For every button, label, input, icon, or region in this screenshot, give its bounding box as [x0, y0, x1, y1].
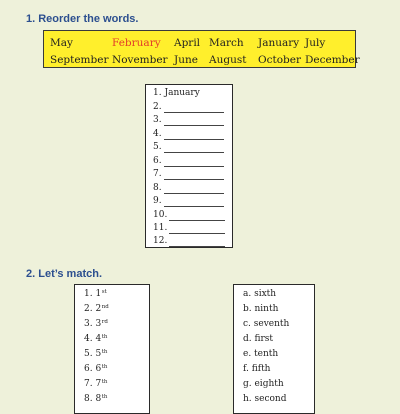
word-item-g[interactable]: g. eighth [243, 379, 284, 389]
word-may: May [50, 37, 73, 49]
ordinal-base: 2 [95, 304, 102, 314]
order-number: 5. [153, 142, 162, 152]
item-number: 7. [84, 379, 93, 389]
word-march: March [209, 37, 244, 49]
ordinal-base: 6 [95, 364, 102, 374]
answer-blank[interactable] [164, 117, 224, 126]
answer-blank[interactable] [164, 198, 224, 207]
order-row-11 [153, 222, 225, 234]
ordinal-item-4[interactable] [84, 333, 107, 346]
ordinal-item-5[interactable] [84, 348, 107, 361]
ordinal-item-6[interactable] [84, 363, 107, 376]
order-number: 10. [153, 209, 168, 220]
ordinal-base: 7 [95, 379, 102, 389]
item-number: 1. [84, 289, 93, 299]
ordinal-suffix: rd [101, 319, 108, 325]
answer-blank[interactable] [164, 144, 224, 153]
answer-blank[interactable] [164, 158, 224, 167]
order-row-4 [153, 128, 224, 140]
item-number: 3. [84, 319, 93, 329]
section1-title: 1. Reorder the words. [26, 13, 139, 25]
order-row-12 [153, 235, 225, 247]
ordinal-numbers-box [74, 284, 150, 414]
ordinal-item-3[interactable] [84, 318, 108, 331]
word-december: December [305, 54, 360, 66]
order-row-1 [153, 87, 200, 99]
order-number: 2. [153, 101, 162, 112]
ordinal-suffix: th [101, 334, 108, 340]
ordinal-item-7[interactable] [84, 378, 107, 391]
order-number: 6. [153, 155, 162, 166]
answer-blank[interactable] [169, 212, 225, 221]
order-number: 3. [153, 115, 162, 125]
word-june: June [174, 54, 198, 66]
word-september: September [50, 54, 109, 66]
order-row-5 [153, 141, 224, 153]
order-answer: January [164, 88, 200, 98]
order-answer-box [145, 84, 233, 248]
item-number: 2. [84, 304, 93, 314]
word-august: August [209, 54, 247, 66]
word-item-f[interactable]: f. fifth [243, 364, 271, 374]
item-number: 6. [84, 364, 93, 374]
order-number: 4. [153, 128, 162, 139]
answer-blank[interactable] [169, 238, 225, 247]
ordinal-item-1[interactable] [84, 288, 107, 301]
order-row-6 [153, 155, 224, 167]
order-number: 1. [153, 88, 162, 98]
word-item-c[interactable]: c. seventh [243, 319, 290, 329]
ordinal-suffix: th [101, 394, 108, 400]
item-number: 8. [84, 394, 93, 404]
order-row-7 [153, 168, 224, 180]
ordinal-base: 1 [95, 289, 102, 299]
word-july: July [305, 37, 326, 49]
ordinal-suffix: th [101, 364, 108, 370]
word-november: November [112, 54, 168, 66]
order-number: 11. [153, 223, 168, 233]
ordinal-base: 8 [95, 394, 102, 404]
ordinal-suffix: th [101, 349, 108, 355]
answer-blank[interactable] [169, 225, 225, 234]
ordinal-item-2[interactable] [84, 303, 109, 316]
section2-title: 2. Let’s match. [26, 268, 103, 280]
order-row-10 [153, 209, 225, 221]
ordinal-base: 3 [95, 319, 102, 329]
word-item-e[interactable]: e. tenth [243, 349, 279, 359]
order-row-2 [153, 101, 224, 113]
answer-blank[interactable] [164, 171, 224, 180]
order-row-8 [153, 182, 224, 194]
word-item-a[interactable]: a. sixth [243, 289, 277, 299]
item-number: 4. [84, 334, 93, 344]
word-january: January [258, 37, 300, 49]
ordinal-suffix: st [101, 289, 107, 295]
word-item-b[interactable]: b. ninth [243, 304, 279, 314]
order-number: 9. [153, 196, 162, 206]
ordinal-suffix: th [101, 379, 108, 385]
word-item-h[interactable]: h. second [243, 394, 287, 404]
ordinal-suffix: nd [101, 304, 109, 310]
answer-blank[interactable] [164, 185, 224, 194]
order-row-3 [153, 114, 224, 126]
word-april: April [174, 37, 201, 49]
ordinal-base: 4 [95, 334, 102, 344]
word-item-d[interactable]: d. first [243, 334, 274, 344]
order-number: 8. [153, 182, 162, 193]
ordinal-words-box [233, 284, 315, 414]
word-february: February [112, 37, 161, 49]
order-number: 7. [153, 169, 162, 179]
word-box [43, 30, 360, 68]
answer-blank[interactable] [164, 131, 224, 140]
item-number: 5. [84, 349, 93, 359]
order-row-9 [153, 195, 224, 207]
ordinal-base: 5 [95, 349, 102, 359]
answer-blank[interactable] [164, 104, 224, 113]
order-number: 12. [153, 236, 168, 246]
word-october: October [258, 54, 301, 66]
